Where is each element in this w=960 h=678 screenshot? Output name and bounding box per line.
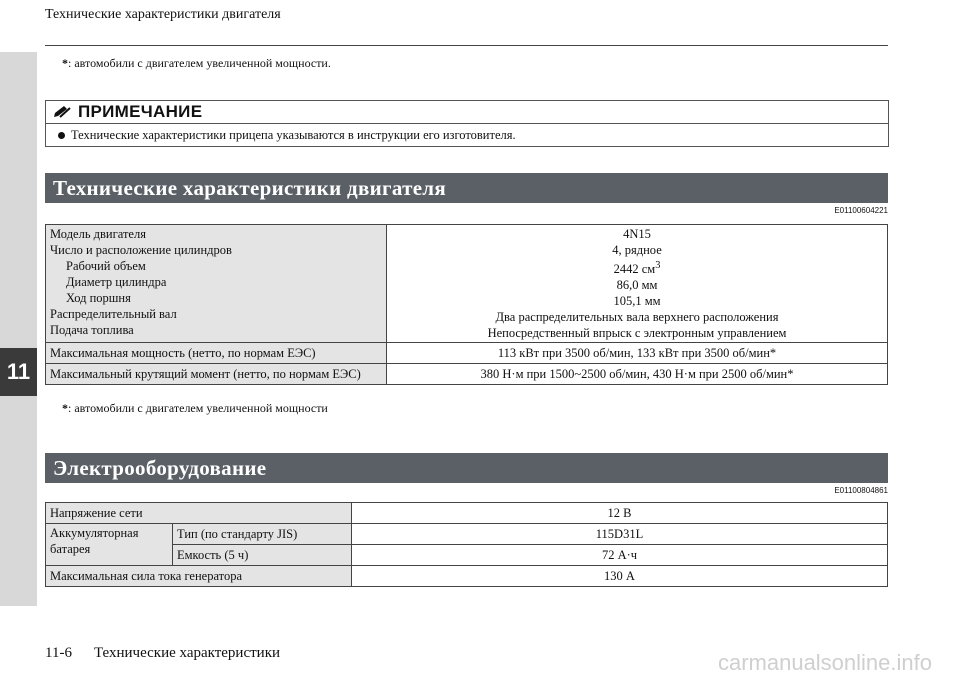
header-rule xyxy=(45,45,888,46)
cubic-superscript: 3 xyxy=(655,260,661,271)
battery-type-value: 115D31L xyxy=(352,524,888,545)
label-bore: Диаметр цилиндра xyxy=(66,275,167,289)
bullet-icon xyxy=(58,132,65,139)
table-row xyxy=(46,343,888,364)
footnote-star: * xyxy=(62,401,68,415)
watermark: carmanualsonline.info xyxy=(717,650,932,675)
table-row xyxy=(46,364,888,385)
alternator-label: Максимальная сила тока генератора xyxy=(46,566,352,587)
page-footer xyxy=(45,645,280,662)
electrical-spec-table xyxy=(45,502,888,587)
footnote-star: * xyxy=(62,56,68,70)
table-row xyxy=(46,566,888,587)
value-bore: 86,0 мм xyxy=(616,278,658,293)
engine-values-cell xyxy=(387,225,888,343)
note-box xyxy=(45,100,889,147)
side-margin-band xyxy=(0,52,37,606)
electrical-section-title: Электрооборудование xyxy=(45,453,888,483)
power-label: Максимальная мощность (нетто, по нормам ЕЭС) xyxy=(46,343,387,364)
footer-title: Технические характеристики xyxy=(93,645,281,661)
label-fuel-system: Подача топлива xyxy=(50,323,134,337)
power-value: 113 кВт при 3500 об/мин, 133 кВт при 3500 об/мин* xyxy=(387,343,888,364)
footnote-text: : автомобили с двигателем увеличенной мощности. xyxy=(68,56,331,70)
voltage-value: 12 В xyxy=(352,503,888,524)
electrical-section-code: E01100804861 xyxy=(834,486,888,495)
value-cylinders: 4, рядное xyxy=(612,243,662,257)
value-camshaft: Два распределительных вала верхнего расположения xyxy=(495,310,779,325)
engine-spec-table xyxy=(45,224,888,385)
torque-label: Максимальный крутящий момент (нетто, по нормам ЕЭС) xyxy=(46,364,387,385)
value-engine-model: 4N15 xyxy=(623,227,651,241)
engine-labels-cell xyxy=(46,225,387,343)
value-stroke: 105,1 мм xyxy=(613,294,661,309)
table-row xyxy=(46,503,888,524)
value-fuel-system: Непосредственный впрыск с электронным управлением xyxy=(487,326,787,341)
note-body xyxy=(46,124,888,146)
battery-label: Аккумуляторная батарея xyxy=(46,524,173,566)
engine-section-title: Технические характеристики двигателя xyxy=(45,173,888,203)
battery-capacity-label: Емкость (5 ч) xyxy=(173,545,352,566)
torque-value: 380 Н·м при 1500~2500 об/мин, 430 Н·м при 2500 об/мин* xyxy=(387,364,888,385)
note-text: Технические характеристики прицепа указываются в инструкции его изготовителя. xyxy=(71,127,516,142)
footnote-text: : автомобили с двигателем увеличенной мощности xyxy=(68,401,328,415)
note-header xyxy=(46,101,888,124)
battery-type-label: Тип (по стандарту JIS) xyxy=(173,524,352,545)
table-row xyxy=(46,225,888,343)
table-row xyxy=(46,524,888,545)
pencil-icon xyxy=(52,105,72,119)
page-number: 11-6 xyxy=(45,645,72,661)
note-title: ПРИМЕЧАНИЕ xyxy=(78,102,203,121)
value-displacement: 2442 $см^3$ xyxy=(613,260,661,277)
label-engine-model: Модель двигателя xyxy=(50,227,146,241)
engine-footnote xyxy=(62,401,328,416)
top-footnote xyxy=(62,56,331,71)
voltage-label: Напряжение сети xyxy=(46,503,352,524)
table-row xyxy=(46,545,888,566)
engine-section-code: E01100604221 xyxy=(834,206,888,215)
alternator-value: 130 А xyxy=(352,566,888,587)
running-header: Технические характеристики двигателя xyxy=(45,7,281,22)
label-displacement: Рабочий объем xyxy=(66,259,146,273)
battery-capacity-value: 72 А·ч xyxy=(352,545,888,566)
chapter-tab: 11 xyxy=(0,348,37,396)
label-cylinders: Число и расположение цилиндров xyxy=(50,243,232,257)
label-camshaft: Распределительный вал xyxy=(50,307,177,321)
label-stroke: Ход поршня xyxy=(66,291,131,305)
